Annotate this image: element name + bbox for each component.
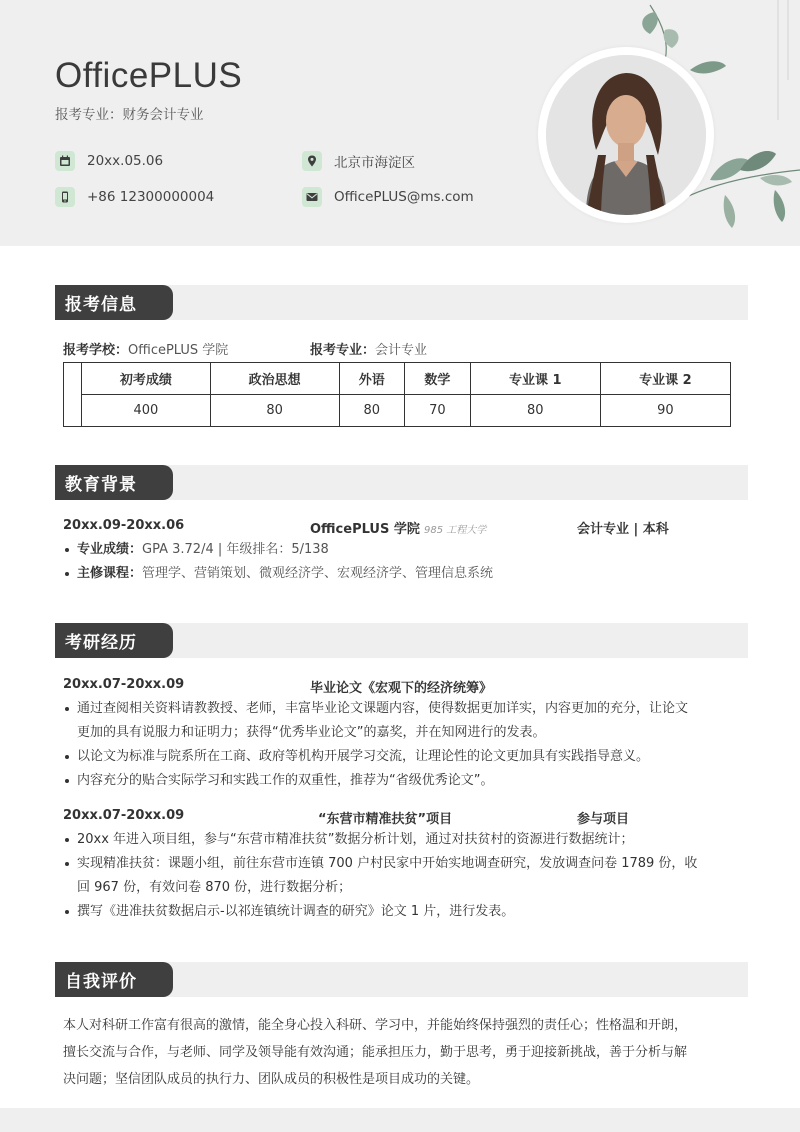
school-value: OfficePLUS 学院 — [128, 343, 229, 358]
self-evaluation-text — [63, 1012, 743, 1093]
project-period: 20xx.07-20xx.09 — [63, 808, 185, 823]
section-title: 教育背景 — [55, 465, 173, 500]
list-item — [63, 828, 697, 852]
major-value: 会计专业 — [375, 343, 428, 358]
list-item — [63, 745, 688, 769]
item-label: 专业成绩： — [77, 542, 143, 557]
score-table-value-row — [64, 395, 731, 427]
list-item — [63, 697, 688, 745]
education-period: 20xx.09-20xx.06 — [63, 518, 185, 533]
education-degree: 会计专业 | 本科 — [577, 522, 669, 537]
table-value-cell: 70 — [405, 395, 471, 427]
table-value-cell: 90 — [600, 395, 730, 427]
table-header-cell: 数学 — [405, 363, 471, 395]
calendar-icon — [55, 151, 75, 171]
section-title: 报考信息 — [55, 285, 173, 320]
item-text: 内容充分的贴合实际学习和实践工作的双重性，推荐为“省级优秀论文”。 — [77, 773, 494, 788]
phone-number[interactable]: +86 12300000004 — [87, 189, 215, 205]
table-header-cell: 外语 — [339, 363, 405, 395]
project-name: 毕业论文《宏观下的经济统筹》 — [310, 681, 493, 696]
school-tag: 985 工程大学 — [424, 525, 487, 536]
item-text: 更加的具有说服力和证明力；获得“优秀毕业论文”的嘉奖，并在知网进行的发表。 — [77, 725, 546, 740]
table-header-cell: 专业课 1 — [470, 363, 600, 395]
table-header-cell: 初考成绩 — [82, 363, 211, 395]
section-self-header — [55, 962, 748, 997]
item-text: 撰写《进准扶贫数据启示-以祁连镇统计调查的研究》论文 1 片，进行发表。 — [77, 904, 515, 919]
paragraph-line: 决问题；坚信团队成员的执行力、团队成员的积极性是项目成功的关键。 — [63, 1072, 480, 1087]
phone-icon — [55, 187, 75, 207]
paragraph-line: 擅长交流与合作，与老师、同学及领导能有效沟通；能承担压力，勤于思考，勇于迎接新挑战，善于分析与解 — [63, 1045, 688, 1060]
list-item — [63, 538, 493, 562]
item-text: 回 967 份，有效问卷 870 份，进行数据分析； — [77, 880, 352, 895]
paragraph-line: 本人对科研工作富有很高的激情，能全身心投入科研、学习中，并能始终保持强烈的责任心；性格温和开朗， — [63, 1018, 688, 1033]
table-value-cell: 400 — [82, 395, 211, 427]
resume-header — [0, 0, 800, 246]
table-value-cell: 80 — [339, 395, 405, 427]
education-school-line — [310, 518, 486, 537]
table-side-cell — [64, 363, 82, 427]
item-text: 实现精准扶贫：课题小组，前往东营市连镇 700 户村民家中开始实地调查研究，发放调查问卷 1789 份，收 — [77, 856, 698, 871]
email-address[interactable]: OfficePLUS@ms.com — [334, 189, 474, 205]
project-role: 参与项目 — [577, 812, 630, 827]
item-text: 通过查阅相关资料请教教授、老师，丰富毕业论文课题内容，使得数据更加详实，内容更加的充分，让论文 — [77, 701, 689, 716]
section-education-header — [55, 465, 748, 500]
score-table-header-row — [64, 363, 731, 395]
contact-birth — [55, 151, 163, 171]
item-text: 20xx 年进入项目组，参与“东营市精准扶贫”数据分析计划，通过对扶贫村的资源进行数据统计； — [77, 832, 634, 847]
education-details — [63, 538, 493, 586]
apply-school-line — [63, 339, 228, 358]
project-details — [63, 828, 697, 924]
education-school: OfficePLUS 学院 — [310, 522, 420, 537]
contact-phone — [55, 187, 214, 207]
footer-band — [0, 1108, 800, 1132]
major-label: 报考专业： — [310, 343, 376, 358]
candidate-name: OfficePLUS — [55, 56, 243, 95]
section-research-header — [55, 623, 748, 658]
list-item — [63, 769, 688, 793]
project-details — [63, 697, 688, 793]
project-period: 20xx.07-20xx.09 — [63, 677, 185, 692]
section-title: 自我评价 — [55, 962, 173, 997]
list-item — [63, 900, 697, 924]
project-name: “东营市精准扶贫”项目 — [318, 812, 453, 827]
profile-photo-frame — [538, 47, 714, 223]
table-header-cell: 专业课 2 — [600, 363, 730, 395]
item-text: 以论文为标准与院系所在工商、政府等机构开展学习交流，让理论性的论文更加具有实践指导意义。 — [77, 749, 650, 764]
list-item — [63, 562, 493, 586]
profile-photo — [546, 55, 706, 215]
section-title: 考研经历 — [55, 623, 173, 658]
target-major: 报考专业：财务会计专业 — [55, 107, 204, 123]
contact-location — [302, 151, 415, 171]
table-header-cell: 政治思想 — [210, 363, 339, 395]
section-apply-header — [55, 285, 748, 320]
mail-icon — [302, 187, 322, 207]
item-label: 主修课程： — [77, 566, 143, 581]
score-table — [63, 362, 731, 427]
apply-major-line — [310, 339, 427, 358]
school-label: 报考学校： — [63, 343, 129, 358]
table-value-cell: 80 — [470, 395, 600, 427]
birth-date: 20xx.05.06 — [87, 153, 164, 169]
contact-email — [302, 187, 474, 207]
item-text: GPA 3.72/4 | 年级排名：5/138 — [142, 542, 329, 557]
table-value-cell: 80 — [210, 395, 339, 427]
location-text: 北京市海淀区 — [334, 155, 415, 171]
location-pin-icon — [302, 151, 322, 171]
item-text: 管理学、营销策划、微观经济学、宏观经济学、管理信息系统 — [142, 566, 494, 581]
list-item — [63, 852, 697, 900]
